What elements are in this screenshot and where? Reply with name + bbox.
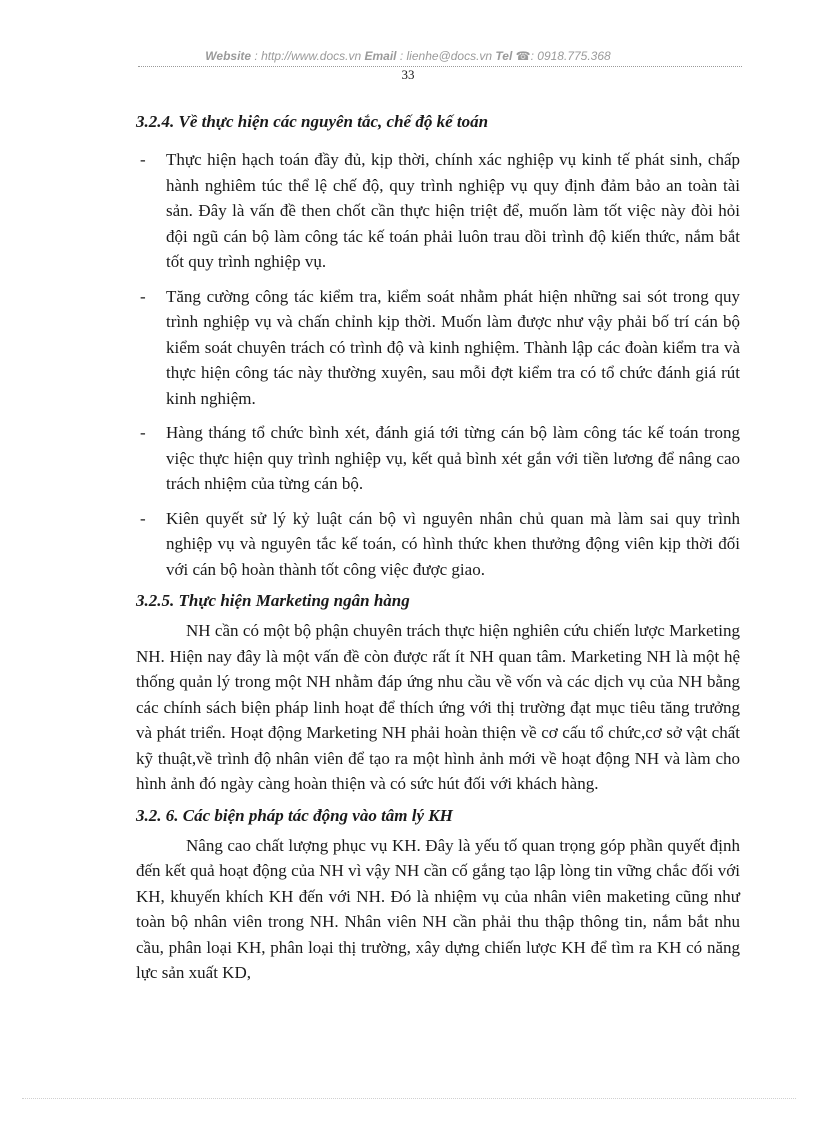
bullet-text: Thực hiện hạch toán đầy đủ, kịp thời, chính xác nghiệp vụ kinh tế phát sinh, chấp hành nghiêm túc thể lệ chế độ, quy trình nghiệp vụ quy định đảm bảo an toàn tài sản. Đây là vấn đề then chốt cần thực hiện triệt để, muốn làm tốt việc này đòi hỏi đội ngũ cán bộ làm công tác kế toán phải luôn trau dồi trình độ kiến thức, nắm bắt tốt quy trình nghiệp vụ. xyxy=(166,150,740,271)
footer-rule xyxy=(22,1098,796,1099)
bullet-text: Tăng cường công tác kiểm tra, kiểm soát nhằm phát hiện những sai sót trong quy trình nghiệp vụ và chấn chỉnh kịp thời. Muốn làm được như vậy phải bố trí cán bộ kiểm soát chuyên trách có trình độ và kinh nghiệm. Thành lập các đoàn kiểm tra và thực hiện công tác này thường xuyên, sau mỗi đợt kiểm tra có tổ chức đánh giá rút kinh nghiệm. xyxy=(166,286,740,408)
bullet-dash: - xyxy=(140,150,146,169)
bullet-item xyxy=(136,420,740,497)
bullet-dash: - xyxy=(140,508,146,528)
bullet-item xyxy=(136,147,740,275)
bullet-text: Kiên quyết sử lý kỷ luật cán bộ vì nguyên nhân chủ quan mà làm sai quy trình nghiệp vụ và nguyên tắc kế toán, có hình thức khen thưởng động viên kịp thời đối với cán bộ hoàn thành tốt công việc được giao. xyxy=(166,508,740,579)
website-value: : http://www.docs.vn xyxy=(254,49,362,63)
section-heading-326: 3.2. 6. Các biện pháp tác động vào tâm lý KH xyxy=(136,805,453,825)
paragraph-customer-psychology: Nâng cao chất lượng phục vụ KH. Đây là yếu tố quan trọng góp phần quyết định đến kết quả hoạt động của NH vì vậy NH cần cố gắng tạo lập lòng tin vững chắc đối với KH, khuyến khích KH đến với NH. Đó là nhiệm vụ của nhân viên maketing cũng như toàn bộ nhân viên trong NH. Nhân viên NH cần phải thu thập thông tin, nắm bắt nhu cầu, phân loại KH, phân loại thị trường, xây dựng chiến lược KH để tìm ra KH có năng lực sản xuất KD, xyxy=(136,835,740,982)
website-label: Website xyxy=(205,49,252,63)
email-value: : lienhe@docs.vn xyxy=(399,49,493,63)
bullet-text: Hàng tháng tổ chức bình xét, đánh giá tới từng cán bộ làm công tác kế toán trong việc thực hiện quy trình nghiệp vụ, kết quả bình xét gắn với tiền lương để nâng cao trách nhiệm của từng cán bộ. xyxy=(166,423,740,493)
page-number: 33 xyxy=(401,67,415,82)
tel-value: ☎: 0918.775.368 xyxy=(515,49,611,63)
bullet-dash: - xyxy=(140,423,146,442)
section-heading-325: 3.2.5. Thực hiện Marketing ngân hàng xyxy=(136,591,410,610)
bullet-item xyxy=(136,284,740,412)
bullet-item xyxy=(136,506,740,583)
section-heading-324: 3.2.4. Về thực hiện các nguyên tắc, chế độ kế toán xyxy=(136,112,489,131)
tel-label: Tel xyxy=(495,49,513,63)
paragraph-marketing: NH cần có một bộ phận chuyên trách thực hiện nghiên cứu chiến lược Marketing NH. Hiện nay đây là một vấn đề còn được rất ít NH quan tâm. Marketing NH là một hệ thống quản lý trong một NH nhằm đáp ứng nhu cầu về vốn và các dịch vụ của NH bằng các chính sách biện pháp linh hoạt để thích ứng với thị trường đạt mục tiêu tăng trưởng và phát triển. Hoạt động Marketing NH phải hoàn thiện về cơ cấu tổ chức,cơ sở vật chất kỹ thuật,về trình độ nhân viên để tạo ra một hình ảnh mới về hoạt động NH và làm cho hình ảnh đó ngày càng hoàn thiện và có sức hút đối với khách hàng. xyxy=(136,621,740,793)
bullet-dash: - xyxy=(140,286,146,306)
page-content xyxy=(136,109,740,986)
email-label: Email xyxy=(364,49,397,63)
page-header xyxy=(0,49,816,63)
